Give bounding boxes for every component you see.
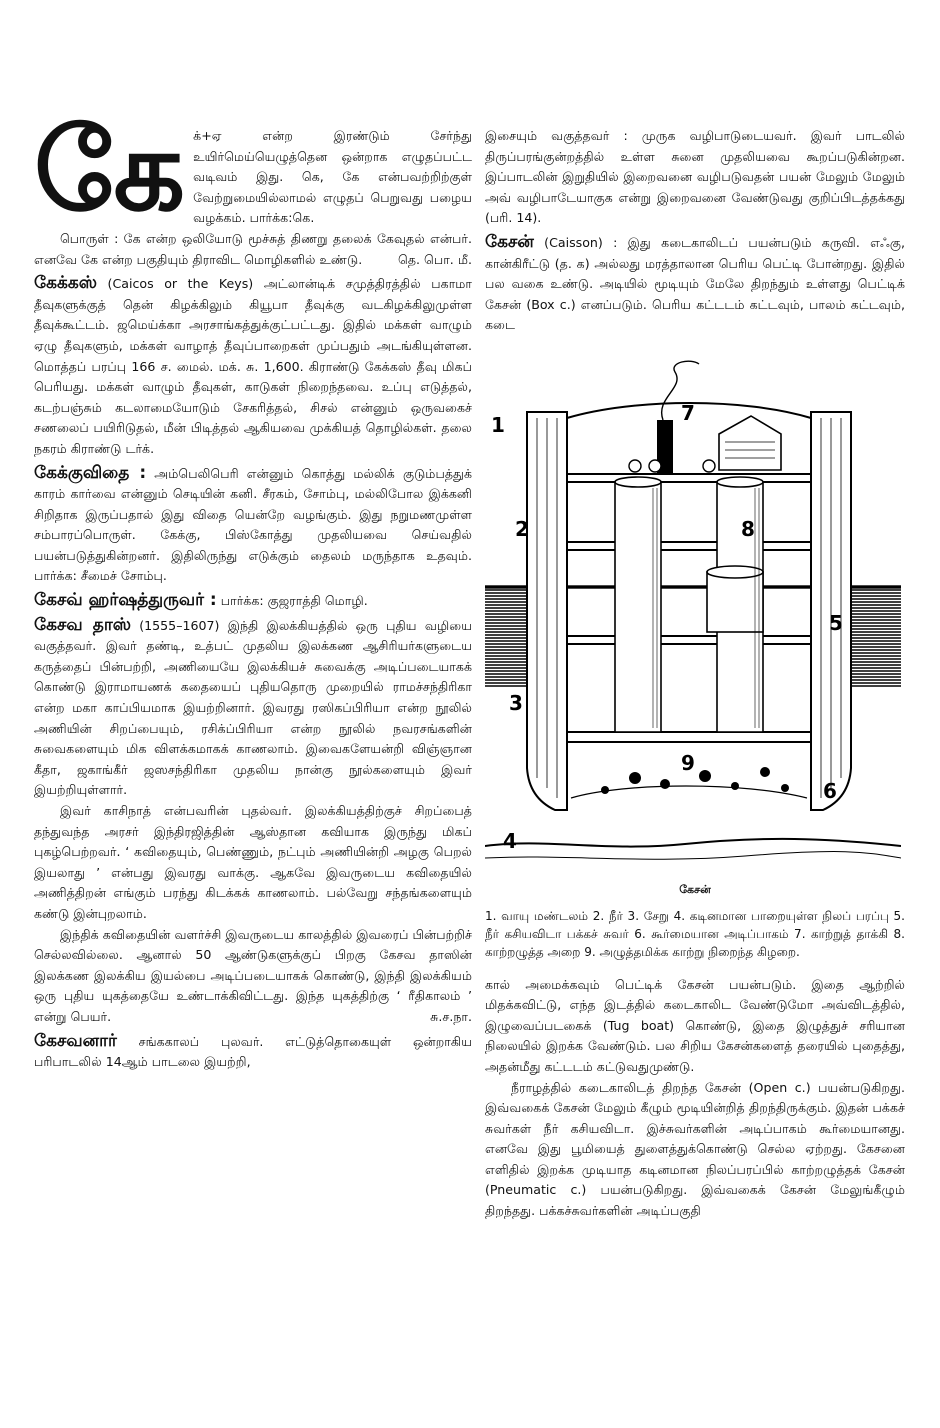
- right-column: [485, 126, 905, 1222]
- continuation-paragraph: இசையும் வகுத்தவர் : முருக வழிபாடுடையவர். இவர் பாடலில் திருப்பரங்குன்றத்தில் உள்ள சுனை முதலியவை கூறப்படுகின்றன. இப்பாடலின் இறுதியில் இறைவனை வழிபடுவதன் பயன் மேலும் மேலும் அவ் வழிபாடேயாகுக என்று இறைவனை வேண்டுவது குறிப்பிடத்தக்கது (பரி. 14).: [485, 128, 905, 226]
- caisson-drawing: [485, 358, 901, 876]
- figure-legend: 1. வாயு மண்டலம் 2. நீர் 3. சேறு 4. கடினமான பாறையுள்ள நிலப் பரப்பு 5. நீர் கசியவிடா பக்கச் சுவர் 6. கூர்மையான அடிப்பாகம் 7. காற்றுத் தாக்கி 8. காற்றழுத்த அறை 9. அழுத்தமிக்க காற்று நிறைந்த கிழறை.: [485, 908, 905, 959]
- caicos-body: அட்லான்டிக் சமுத்திரத்தில் பகாமா தீவுகளுக்குத் தென் கிழக்கிலும் கியூபா தீவுக்கு வடகிழக்கிலுமுள்ள தீவுக்கூட்டம். ஜமெய்க்கா அரசாங்கத்துக்குட்பட்டது. இதில் மக்கள் வாழும் ஏழு தீவுகளும், மக்கள் வாழாத் தீவுப்பாறைகள் முப்பதும் அடங்கியுள்ளன. மொத்தப் பரப்பு 166 ச. மைல். மக். சு. 1,600. கிராண்டு கேக்கஸ் தீவு மிகப் பெரியது. மக்கள் வாழும் தீவுகள், காடுகள் நிறைந்தவை. உப்பு எடுத்தல், கடற்பஞ்சும் கடலாமையோடும் சேகரித்தல், சிசல் என்னும் ஒருவகைச் சணலைப் பயிரிடுதல், மீன் பிடித்தல் ஆகியவை முக்கியத் தொழில்கள். தலை நகரம் கிராண்டு டர்க்.: [34, 276, 472, 456]
- meaning-paragraph: [34, 229, 472, 270]
- label-5: 5: [829, 610, 843, 635]
- figure-title: கேசன்: [679, 882, 711, 896]
- headword-caicos: கேக்கஸ்: [34, 273, 97, 294]
- kesavadas-years: (1555–1607): [139, 617, 220, 633]
- after-figure-paragraph-1: கால் அமைக்கவும் பெட்டிக் கேசன் பயன்படும். இதை ஆற்றில் மிதக்கவிட்டு, எந்த இடத்தில் கடைகாலிட வேண்டுமோ அவ்விடத்தில், இழுவைப்படகைக் (Tug boat) கொண்டு, இதை இழுத்துச் சரியான நிலையில் இறக்க வேண்டும். பல சிறிய கேசன்களைத் தரையில் புதைத்து, அதன்மீது கட்டடம் கட்டுவதுமுண்டு.: [485, 976, 905, 1074]
- caicos-english: (Caicos or the Keys): [107, 276, 254, 292]
- headword-kesavanar: கேசவனார்: [34, 1030, 117, 1051]
- label-6: 6: [823, 778, 837, 803]
- entry-caisson: [485, 232, 905, 336]
- label-9: 9: [681, 750, 695, 775]
- kesavadas-signature: சு.ச.நா.: [430, 1008, 472, 1024]
- label-2: 2: [515, 516, 529, 541]
- entry-keshav: [34, 590, 472, 612]
- label-4: 4: [503, 828, 517, 853]
- headword-kesavadas: கேசவ தாஸ்: [34, 614, 131, 635]
- intro-paragraph: க்+ஏ என்ற இரண்டும் சேர்ந்து உயிர்மெய்யெழுத்தென ஒன்றாக எழுதப்பட்ட வடிவம் இது. கெ, கே என்பவற்றிற்குள் வேற்றுமையில்லாமல் எழுதப் பெறுவது பழைய வழக்கம். பார்க்க:கெ.: [193, 128, 472, 226]
- kesavadas-body-2: இவர் காசிநாத் என்பவரின் புதல்வர். இலக்கியத்திற்குச் சிறப்பைத் தந்துவந்த அரசர் இந்திரஜித்தின் ஆஸ்தான கவியாக இருந்து மிகப் புகழ்பெற்றவர். ‘ கவிதையும், பெண்ணும், நட்பும் அணியின்றி அழகு பெறல் இயலாது ’ என்பது இவரது வாக்கு. ஆகவே இவருடைய கவிதையில் அணித்திறன் எங்கும் பரந்து கிடக்கக் காணலாம். பல்வேறு சந்தங்களையும் கண்டு இன்புறலாம்.: [34, 803, 472, 921]
- caisson-illustration: [485, 358, 901, 876]
- label-1: 1: [491, 412, 505, 437]
- label-7: 7: [681, 400, 695, 425]
- meaning-text: பொருள் : கே என்ற ஒலியோடு மூச்சுத் திணறு தலைக் கேவுதல் என்பர். எனவே கே என்ற பகுதியும் திராவிட மொழிகளில் உண்டு.: [34, 230, 472, 267]
- drop-cap-letter: கே: [34, 105, 182, 236]
- entry-kesavadas: [34, 615, 472, 801]
- label-3: 3: [509, 690, 523, 715]
- kesavadas-body-3: இந்திக் கவிதையின் வளர்ச்சி இவருடைய காலத்தில் இவரைப் பின்பற்றிச் செல்லவில்லை. ஆனால் 50 ஆண்டுகளுக்குப் பிறகு கேசவ தாஸின் இலக்கண இலக்கிய இயல்பை அடிப்படையாகக் கொண்டு, இந்தி இலக்கியம் ஒரு புதிய யுகத்தையே உண்டாக்கிவிட்டது. இந்த யுகத்திற்கு ‘ ரீதிகாலம் ’ என்று பெயர்.: [34, 926, 472, 1024]
- headword-kekkuvithai: கேக்குவிதை :: [34, 462, 147, 483]
- kekkuvithai-body: அம்பெலிபெரி என்னும் கொத்து மல்லிக் குடும்பத்துக் காரம் கார்வை என்னும் செடியின் கனி. சீரகம், சோம்பு, மல்லிபோல இக்கனி சிறிதாக இருப்பதால் இது விதை யென்றே வழங்கும். இது நறுமணமுள்ள சம்பாரப்பொருள். கேக்கு, பிஸ்கோத்து முதலியவை செய்வதில் பயன்படுத்துகின்றனர். இதிலிருந்து எடுக்கும் தைலம் மருந்தாக உதவும். பார்க்க: சீமைச் சோம்பு.: [34, 465, 472, 584]
- kesavadas-body-3-wrap: [34, 925, 472, 1028]
- meaning-signature: தெ. பொ. மீ.: [398, 251, 472, 267]
- headword-keshav: கேசவ் ஹர்ஷத்துருவர் :: [34, 590, 217, 611]
- keshav-body: பார்க்க: குஜராத்தி மொழி.: [220, 593, 368, 609]
- caisson-english: (Caisson) :: [544, 234, 618, 250]
- label-8: 8: [741, 516, 755, 541]
- entry-caicos: [34, 273, 472, 459]
- hut: [719, 416, 781, 470]
- kesavanar-body: சங்ககாலப் புலவர். எட்டுத்தொகையுள் ஒன்றாகிய பரிபாடலில் 14ஆம் பாடலை இயற்றி,: [34, 1033, 472, 1070]
- left-column: [34, 105, 473, 1073]
- entry-kekkuvithai: [34, 463, 472, 588]
- caisson-body: இது கடைகாலிடப் பயன்படும் கருவி. எஃகு, கான்கிரீட்டு (த. க) அல்லது மரத்தாலான பெரிய பெட்டி போன்றது. இதில் பல வகை உண்டு. அடியில் மூடியும் மேலே திறந்தும் உள்ளது பெட்டிக் கேசன் (Box c.) எனப்படும். பெரிய கட்டடம் கட்டவும், பாலம் கட்டவும், கடை: [485, 234, 905, 333]
- after-figure-paragraph-2: நீராழத்தில் கடைகாலிடத் திறந்த கேசன் (Open c.) பயன்படுகிறது. இவ்வகைக் கேசன் மேலும் கீழும் மூடியின்றித் திறந்திருக்கும். இதன் பக்கச் சுவர்கள் நீர் கசியவிடா. இச்சுவர்களின் அடிப்பாகம் கூர்மையானது. எனவே இது பூமியைத் துளைத்துக்கொண்டு செல்ல ஏற்றது. கேசனை எளிதில் இறக்க முடியாத கடினமான நிலப்பரப்பில் காற்றழுத்தக் கேசன் (Pneumatic c.) பயன்படுகிறது. இவ்வகைக் கேசன் மேலுங்கீழும் திறந்தது. பக்கச்சுவர்களின் அடிப்பகுதி: [485, 1079, 905, 1219]
- kesavadas-body-1: இந்தி இலக்கியத்தில் ஒரு புதிய வழியை வகுத்தவர். இவர் தண்டி, உத்பட் முதலிய இலக்கண ஆசிரியர்களுடைய கருத்தைப் பின்பற்றி, அணியையே இலக்கியச் சுவைக்கு அடிப்படையாகக் கொண்டு இராமாயணக் கதையைப் புதியதொரு முறையில் ராமச்சந்திரிகா என்ற மகா காப்பியமாக இயற்றினார். இவரது ரஸிகப்பிரியா என்ற நூலில் அணியின் சிறப்பையும், ரசிக்ப்பிரியா என்ற நூலில் நவரசங்களின் சுவைகளையும் மிக விளக்கமாகக் காணலாம். இவைகளேயன்றி விஞ்ஞான கீதா, ஜகாங்கீர் ஜஸசந்திரிகா முதலிய நான்கு நூல்களையும் இவர் இயற்றியுள்ளார்.: [34, 617, 473, 798]
- headword-caisson: கேசன்: [485, 231, 534, 252]
- entry-kesavanar: [34, 1031, 472, 1073]
